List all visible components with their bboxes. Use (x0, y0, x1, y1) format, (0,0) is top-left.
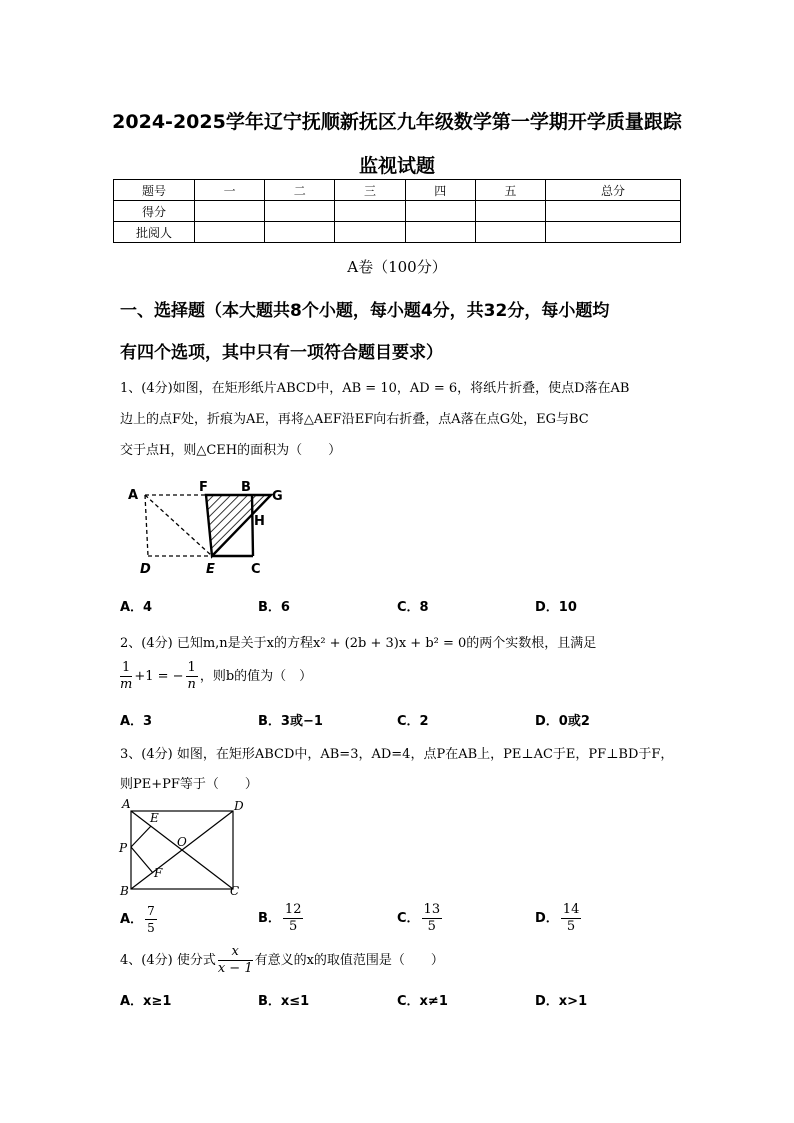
section-heading-line-1: 一、选择题（本大题共8个小题，每小题4分，共32分，每小题均 (120, 301, 610, 321)
q4-prefix: 4、(4分) 使分式 (120, 953, 216, 968)
q3-option-denominator: 5 (147, 921, 155, 935)
q2-fraction-1-denominator: m (120, 677, 133, 692)
section-heading-line-2: 有四个选项，其中只有一项符合题目要求） (120, 343, 443, 363)
q1-line-1: 1、(4分)如图，在矩形纸片ABCD中，AB = 10，AD = 6，将纸片折叠，使点D落在AB (120, 381, 630, 396)
q2-option-d[interactable]: D．0或2 (535, 714, 590, 729)
score-table-header-row (114, 180, 681, 201)
paper-label: A卷（100分） (347, 258, 447, 276)
score-table-header-cell: 总分 (546, 180, 681, 201)
score-table-row (114, 201, 681, 222)
q2-fraction-2-denominator: n (187, 677, 196, 692)
q1-option-a[interactable]: A．4 (120, 600, 153, 615)
q3-fig-segment-pe (131, 826, 151, 847)
q1-fig-label: D (140, 562, 151, 577)
score-table-header-cell: 一 (195, 180, 265, 201)
q1-fig-label: A (128, 488, 139, 503)
score-table-header-cell: 四 (405, 180, 475, 201)
score-cell[interactable] (405, 201, 475, 222)
q3-option-numerator: 14 (562, 902, 580, 917)
score-table-row (114, 222, 681, 243)
q3-option-fraction (422, 902, 443, 935)
q3-option-d[interactable] (535, 902, 583, 935)
q3-fig-label: E (150, 811, 159, 825)
q1-fig-segment-ae (145, 495, 212, 556)
q2-fraction-1 (120, 660, 132, 693)
q4-line (120, 944, 444, 977)
score-table (113, 179, 681, 243)
q3-option-fraction (283, 902, 304, 935)
score-cell[interactable] (195, 201, 265, 222)
score-cell[interactable] (265, 201, 335, 222)
q3-fig-label: P (119, 841, 128, 855)
q1-figure (120, 478, 295, 578)
q2-equation-tail: ，则b的值为（ ） (199, 669, 313, 684)
q4-option-b[interactable]: B．x≤1 (258, 994, 310, 1009)
q3-fig-label: F (154, 866, 163, 880)
q2-option-a[interactable]: A．3 (120, 714, 153, 729)
q1-fig-segment-ad (145, 495, 148, 556)
q1-fig-label: B (241, 480, 251, 495)
q1-fig-label: C (251, 562, 261, 577)
reviewer-cell[interactable] (265, 222, 335, 243)
q3-fig-label: A (122, 797, 131, 811)
q1-fig-label: F (199, 480, 208, 495)
q4-option-c[interactable]: C．x≠1 (397, 994, 448, 1009)
q3-option-letter: C． (397, 911, 420, 926)
q1-option-d[interactable]: D．10 (535, 600, 577, 615)
q2-fraction-2 (186, 660, 198, 693)
q3-option-b[interactable] (258, 902, 305, 935)
q3-option-fraction (145, 903, 157, 936)
score-cell[interactable] (335, 201, 405, 222)
q3-option-c[interactable] (397, 902, 444, 935)
reviewer-cell[interactable] (546, 222, 681, 243)
score-cell[interactable] (475, 201, 545, 222)
score-table-header-cell: 二 (265, 180, 335, 201)
score-table-header-cell: 三 (335, 180, 405, 201)
q4-fraction (218, 944, 253, 977)
q4-fraction-numerator: x (218, 944, 253, 961)
q2-equation (118, 660, 312, 693)
q3-option-letter: B． (258, 911, 281, 926)
q1-line-2: 边上的点F处，折痕为AE，再将△AEF沿EF向右折叠，点A落在点G处，EG与BC (120, 412, 589, 427)
score-table-header-cell: 题号 (114, 180, 195, 201)
q2-line-1: 2、(4分) 已知m,n是关于x的方程x² + (2b + 3)x + b² = 0的两个实数根，且满足 (120, 636, 597, 651)
q3-fig-segment-pf (131, 847, 153, 873)
q4-option-a[interactable]: A．x≥1 (120, 994, 172, 1009)
q1-line-3: 交于点H，则△CEH的面积为（ ） (120, 443, 342, 458)
score-table-header-cell: 五 (475, 180, 545, 201)
q1-fig-label: G (272, 489, 283, 504)
q3-figure (116, 797, 251, 897)
score-row-label: 得分 (114, 201, 195, 222)
q3-option-letter: D． (535, 911, 559, 926)
q3-option-numerator: 12 (284, 902, 302, 917)
score-cell[interactable] (546, 201, 681, 222)
q3-fig-label: O (177, 835, 187, 849)
q1-option-c[interactable]: C．8 (397, 600, 429, 615)
q3-option-denominator: 5 (289, 919, 298, 934)
q3-option-numerator: 7 (147, 904, 155, 918)
q3-option-fraction (561, 902, 582, 935)
reviewer-cell[interactable] (335, 222, 405, 243)
title-line-1: 2024-2025学年辽宁抚顺新抚区九年级数学第一学期开学质量跟踪 (112, 111, 682, 133)
q2-fraction-2-numerator: 1 (187, 660, 196, 675)
q3-option-letter: A． (120, 912, 144, 927)
q2-fraction-1-numerator: 1 (120, 660, 132, 677)
q4-option-d[interactable]: D．x>1 (535, 994, 588, 1009)
score-row-label: 批阅人 (114, 222, 195, 243)
reviewer-cell[interactable] (405, 222, 475, 243)
reviewer-cell[interactable] (475, 222, 545, 243)
q3-fig-label: D (234, 799, 244, 813)
q1-fig-label: H (254, 514, 265, 529)
q1-fig-segment-bc (252, 495, 253, 556)
q4-fraction-denominator: x − 1 (217, 961, 253, 976)
q3-option-a[interactable] (120, 903, 159, 936)
q1-fig-label: E (206, 562, 215, 577)
q3-fig-label: B (120, 884, 129, 897)
q3-option-denominator: 5 (566, 919, 576, 934)
q3-option-denominator: 5 (427, 919, 436, 934)
q3-line-2: 则PE+PF等于（ ） (120, 777, 258, 792)
title-line-2: 监视试题 (358, 155, 435, 177)
q2-equation-middle: +1 = − (134, 669, 184, 684)
q3-line-1: 3、(4分) 如图，在矩形ABCD中，AB=3，AD=4，点P在AB上，PE⊥AC于E，PF⊥BD于F， (120, 747, 674, 762)
q3-option-numerator: 13 (423, 902, 441, 917)
q2-option-b[interactable]: B．3或−1 (258, 714, 323, 729)
q4-suffix: 有意义的x的取值范围是（ ） (254, 953, 444, 968)
q2-option-c[interactable]: C．2 (397, 714, 429, 729)
q1-option-b[interactable]: B．6 (258, 600, 290, 615)
q3-fig-label: C (230, 884, 240, 897)
reviewer-cell[interactable] (195, 222, 265, 243)
